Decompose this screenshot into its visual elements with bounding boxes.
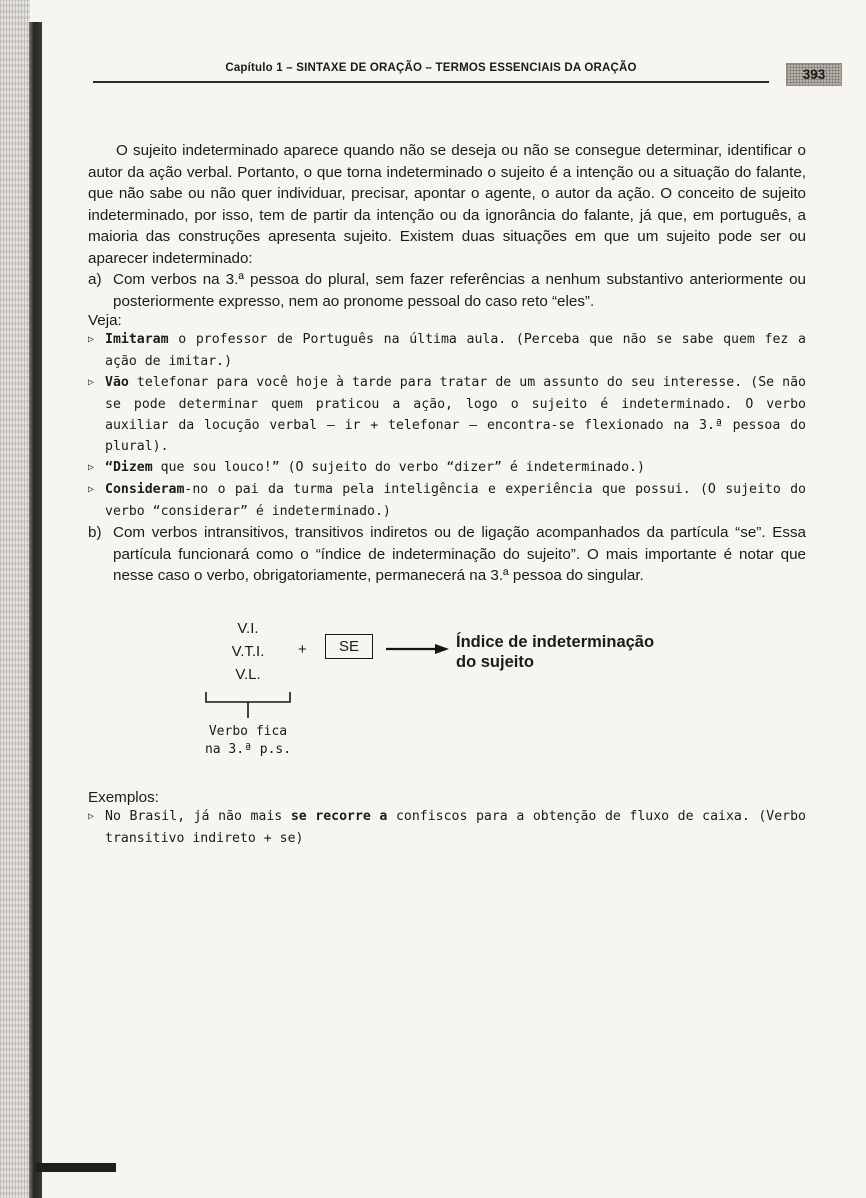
veja-label: Veja: <box>88 312 122 329</box>
item-a-text: Com verbos na 3.ª pessoa do plural, sem fazer referências a nenhum substantivo anteriormente ou posteriormente expresso, nem ao pronome pessoal do caso reto “eles”. <box>113 271 806 310</box>
verb-note <box>180 723 316 759</box>
verb-types-column <box>206 617 290 686</box>
example-text: confiscos para a obtenção de fluxo de caixa. (Verbo transitivo indireto + se) <box>105 808 806 846</box>
example-item <box>88 806 806 849</box>
bullet-icon: ▷ <box>88 334 95 345</box>
example-text: que sou louco!” (O sujeito do verbo “dizer” é indeterminado.) <box>152 460 645 475</box>
verb-note-line1: Verbo fica <box>208 723 288 739</box>
bullet-icon: ▷ <box>88 377 95 388</box>
verb-type-vti: V.T.I. <box>231 642 265 660</box>
diagram-result-line2: do sujeito <box>456 652 534 671</box>
bracket-icon <box>204 691 292 719</box>
example-keyword: se recorre a <box>290 808 388 824</box>
se-box: SE <box>325 634 373 659</box>
plus-sign: + <box>298 640 307 658</box>
item-b-text: Com verbos intransitivos, transitivos indiretos ou de ligação acompanhados da partícula “se”. Essa partícula funcionará como o “índice de indeterminação do sujeito”. O mais importante é notar que nesse caso o verbo, obrigatoriamente, permanecerá na 3.ª pessoa do singular. <box>113 524 806 584</box>
example-item <box>88 457 806 479</box>
bullet-icon: ▷ <box>88 810 95 822</box>
bullet-icon: ▷ <box>88 462 95 473</box>
example-item <box>88 479 806 522</box>
page-header <box>93 62 769 83</box>
arrow-right-icon <box>386 641 450 657</box>
example-pre-text: No Brasil, já não mais <box>105 808 291 824</box>
example-keyword: “Dizem <box>105 460 153 475</box>
exemplos-label: Exemplos: <box>88 788 159 806</box>
bullet-icon: ▷ <box>88 484 95 495</box>
item-b <box>88 522 806 587</box>
page-content <box>88 140 806 849</box>
verb-type-vi: V.I. <box>237 619 259 637</box>
scan-edge-bar <box>29 22 42 1198</box>
chapter-title: Capítulo 1 – SINTAXE DE ORAÇÃO – TERMOS ESSENCIAIS DA ORAÇÃO <box>225 62 637 74</box>
example-text: o professor de Português na última aula. (Perceba que não se sabe quem fez a ação de imitar.) <box>105 332 806 369</box>
example-keyword: Consideram <box>105 482 185 497</box>
scan-margin-texture <box>0 0 30 1198</box>
item-a <box>88 269 806 312</box>
example-keyword: Imitaram <box>105 332 169 347</box>
verb-note-line2: na 3.ª p.s. <box>204 741 292 757</box>
item-b-marker: b) <box>88 524 102 541</box>
intro-paragraph: O sujeito indeterminado aparece quando não se deseja ou não se consegue determinar, identificar o autor da ação verbal. Portanto, o que torna indeterminado o sujeito é a intenção ou a situação do falante, que não sabe ou não quer individuar, precisar, apontar o agente, o autor da ação. O conceito de sujeito indeterminado, por isso, tem de partir da intenção ou da ignorância do falante, já que, em português, a maioria das construções apresenta sujeito. Existem duas situações em que um sujeito pode ser ou aparecer indeterminado: <box>88 142 806 267</box>
diagram-result-line1: Índice de indeterminação <box>456 632 655 651</box>
example-text: telefonar para você hoje à tarde para tratar de um assunto do seu interesse. (Se não se pode determinar quem praticou a ação, logo o sujeito é indeterminado. O verbo auxiliar da locução verbal – ir + telefonar – encontra-se flexionado na 3.ª pessoa do plural). <box>105 375 806 454</box>
scan-bottom-mark <box>36 1163 116 1172</box>
diagram-result-label <box>456 632 654 672</box>
item-a-marker: a) <box>88 271 102 288</box>
indetermination-diagram <box>88 617 806 789</box>
verb-type-vl: V.L. <box>235 665 261 683</box>
example-keyword: Vão <box>105 375 129 390</box>
example-item <box>88 329 806 372</box>
example-item <box>88 372 806 457</box>
example-text: -no o pai da turma pela inteligência e experiência que possui. (O sujeito do verbo “considerar” é indeterminado.) <box>105 482 806 519</box>
page-number-badge: 393 <box>786 63 842 86</box>
